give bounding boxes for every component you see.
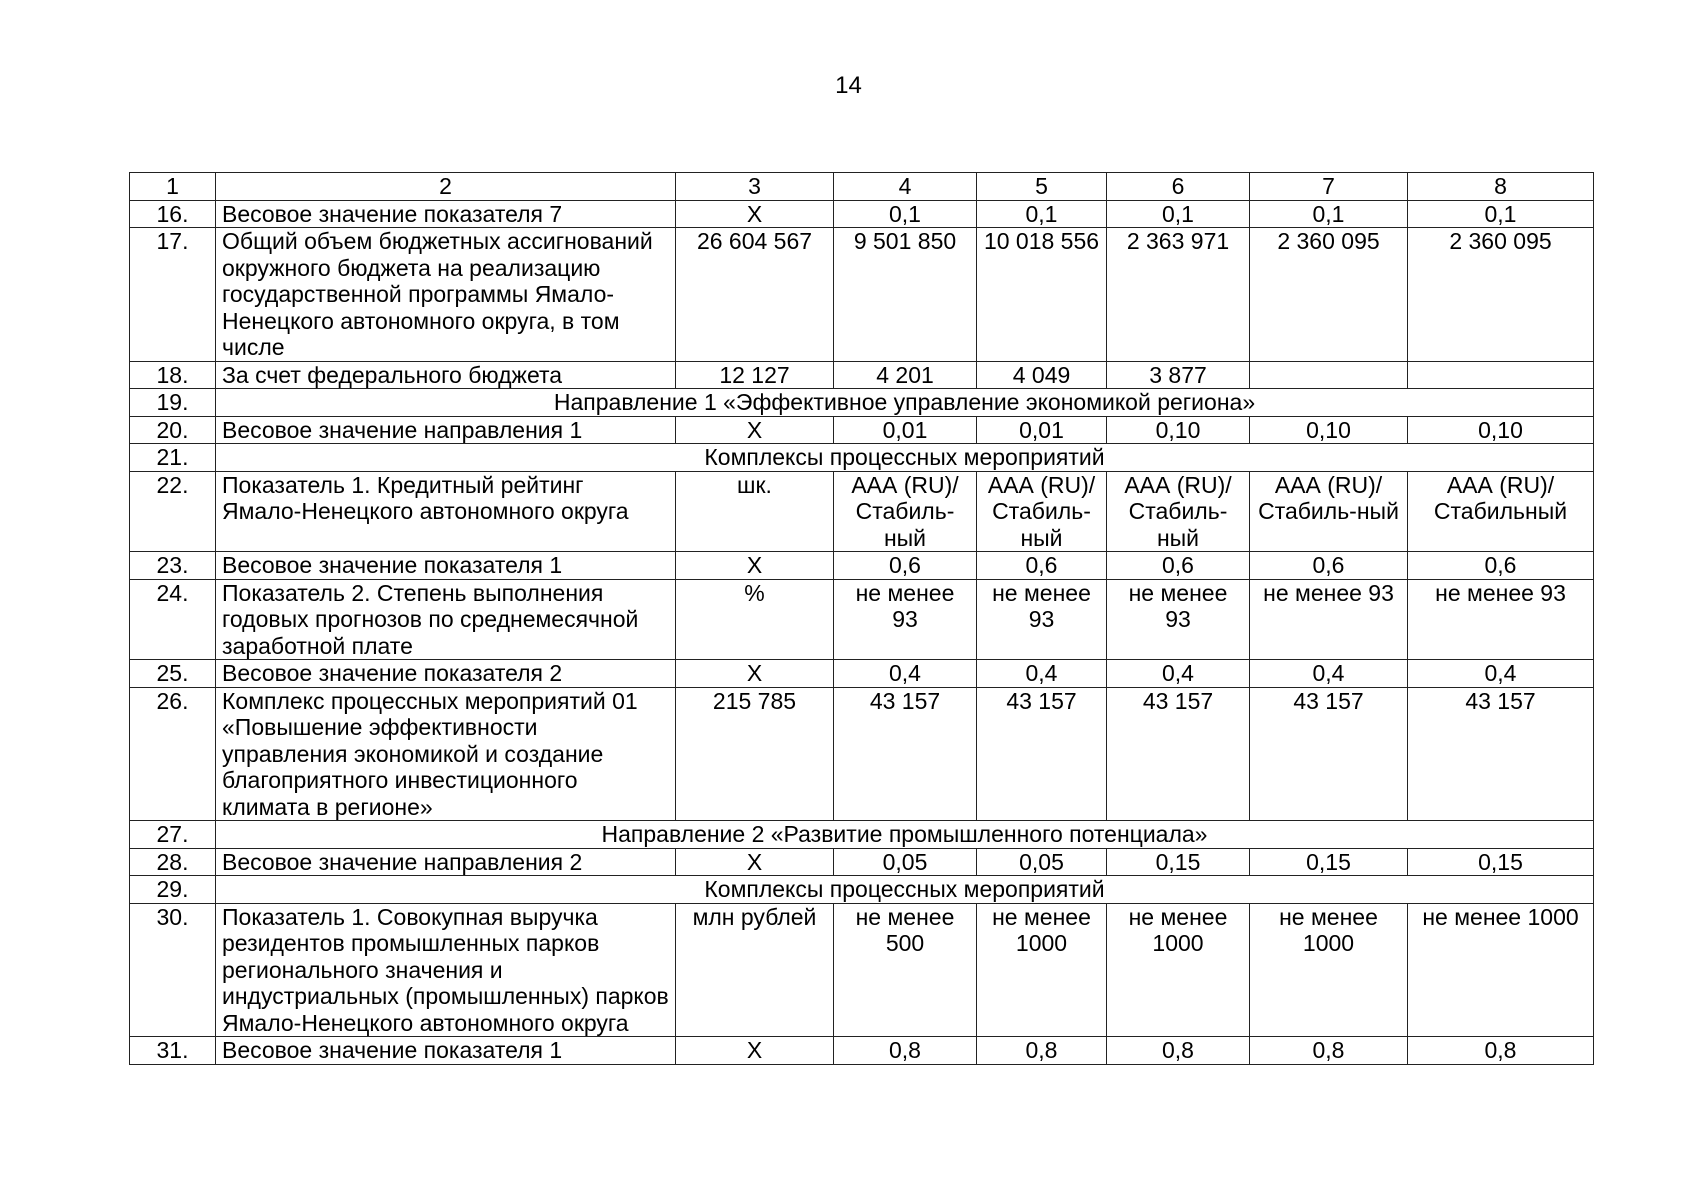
table-header-row	[130, 173, 1594, 201]
value-cell: 0,6	[1107, 552, 1250, 580]
value-cell: 0,6	[834, 552, 977, 580]
value-cell: 0,1	[1408, 200, 1594, 228]
section-heading-cell: Направление 2 «Развитие промышленного потенциала»	[216, 821, 1594, 849]
indicator-name-cell: Показатель 1. Совокупная выручка резидентов промышленных парков регионального значения и индустриальных (промышленных) парков Ямало-Ненецкого автономного округа	[216, 903, 676, 1037]
value-cell: 4 201	[834, 361, 977, 389]
value-cell: млн рублей	[676, 903, 834, 1037]
row-number-cell: 17.	[130, 228, 216, 362]
value-cell: 12 127	[676, 361, 834, 389]
value-cell: ААА (RU)/ Стабиль-ный	[977, 471, 1107, 552]
table-row	[130, 471, 1594, 552]
value-cell: не менее 93	[1250, 579, 1408, 660]
value-cell: 215 785	[676, 687, 834, 821]
value-cell: 2 360 095	[1250, 228, 1408, 362]
table-row	[130, 821, 1594, 849]
value-cell: 0,10	[1408, 416, 1594, 444]
value-cell: 10 018 556	[977, 228, 1107, 362]
value-cell: 0,05	[977, 848, 1107, 876]
header-cell: 3	[676, 173, 834, 201]
value-cell: 0,10	[1250, 416, 1408, 444]
indicator-name-cell: Весовое значение показателя 1	[216, 1037, 676, 1065]
table-row	[130, 416, 1594, 444]
value-cell: не менее 93	[1107, 579, 1250, 660]
value-cell: 0,4	[1107, 660, 1250, 688]
value-cell: не менее 93	[1408, 579, 1594, 660]
header-cell: 6	[1107, 173, 1250, 201]
table-body	[130, 173, 1594, 1065]
value-cell: ААА (RU)/ Стабильный	[1408, 471, 1594, 552]
value-cell: %	[676, 579, 834, 660]
value-cell: 0,15	[1250, 848, 1408, 876]
value-cell: 0,1	[834, 200, 977, 228]
indicator-name-cell: Общий объем бюджетных ассигнований окружного бюджета на реализацию государственной программы Ямало-Ненецкого автономного округа, в том числе	[216, 228, 676, 362]
row-number-cell: 23.	[130, 552, 216, 580]
value-cell: 2 363 971	[1107, 228, 1250, 362]
value-cell: 0,8	[1250, 1037, 1408, 1065]
value-cell: 0,8	[1408, 1037, 1594, 1065]
value-cell: 0,4	[834, 660, 977, 688]
table-row	[130, 579, 1594, 660]
value-cell: не менее 1000	[1408, 903, 1594, 1037]
value-cell: Х	[676, 552, 834, 580]
value-cell: 0,15	[1408, 848, 1594, 876]
indicator-name-cell: Комплекс процессных мероприятий 01 «Повышение эффективности управления экономикой и создание благоприятного инвестиционного климата в регионе»	[216, 687, 676, 821]
value-cell: шк.	[676, 471, 834, 552]
value-cell: 0,6	[1250, 552, 1408, 580]
header-cell: 1	[130, 173, 216, 201]
value-cell: 0,4	[1250, 660, 1408, 688]
value-cell: 3 877	[1107, 361, 1250, 389]
page-number: 14	[835, 72, 862, 99]
row-number-cell: 21.	[130, 444, 216, 472]
table-row	[130, 660, 1594, 688]
indicator-name-cell: Весовое значение направления 2	[216, 848, 676, 876]
header-cell: 4	[834, 173, 977, 201]
value-cell: 43 157	[977, 687, 1107, 821]
row-number-cell: 19.	[130, 389, 216, 417]
value-cell: 9 501 850	[834, 228, 977, 362]
value-cell: 0,15	[1107, 848, 1250, 876]
indicator-name-cell: Весовое значение показателя 2	[216, 660, 676, 688]
value-cell: не менее 93	[834, 579, 977, 660]
value-cell: ААА (RU)/ Стабиль-ный	[1107, 471, 1250, 552]
table-row	[130, 361, 1594, 389]
value-cell: 43 157	[834, 687, 977, 821]
table-row	[130, 552, 1594, 580]
value-cell: ААА (RU)/ Стабиль-ный	[834, 471, 977, 552]
row-number-cell: 29.	[130, 876, 216, 904]
value-cell	[1250, 361, 1408, 389]
header-cell: 8	[1408, 173, 1594, 201]
section-heading-cell: Комплексы процессных мероприятий	[216, 444, 1594, 472]
row-number-cell: 31.	[130, 1037, 216, 1065]
row-number-cell: 25.	[130, 660, 216, 688]
value-cell: 0,6	[1408, 552, 1594, 580]
table-row	[130, 200, 1594, 228]
table-row	[130, 903, 1594, 1037]
header-cell: 2	[216, 173, 676, 201]
value-cell: ААА (RU)/ Стабиль-ный	[1250, 471, 1408, 552]
value-cell: не менее 500	[834, 903, 977, 1037]
value-cell: 0,8	[1107, 1037, 1250, 1065]
value-cell: 43 157	[1107, 687, 1250, 821]
value-cell: 0,4	[977, 660, 1107, 688]
row-number-cell: 28.	[130, 848, 216, 876]
row-number-cell: 18.	[130, 361, 216, 389]
table-row	[130, 687, 1594, 821]
value-cell: Х	[676, 1037, 834, 1065]
value-cell: 0,1	[1250, 200, 1408, 228]
value-cell: 0,8	[977, 1037, 1107, 1065]
value-cell: не менее 1000	[977, 903, 1107, 1037]
row-number-cell: 26.	[130, 687, 216, 821]
value-cell: 2 360 095	[1408, 228, 1594, 362]
value-cell	[1408, 361, 1594, 389]
value-cell: 26 604 567	[676, 228, 834, 362]
section-heading-cell: Направление 1 «Эффективное управление экономикой региона»	[216, 389, 1594, 417]
value-cell: 0,05	[834, 848, 977, 876]
value-cell: 0,10	[1107, 416, 1250, 444]
section-heading-cell: Комплексы процессных мероприятий	[216, 876, 1594, 904]
indicator-name-cell: Показатель 1. Кредитный рейтинг Ямало-Ненецкого автономного округа	[216, 471, 676, 552]
value-cell: не менее 93	[977, 579, 1107, 660]
row-number-cell: 16.	[130, 200, 216, 228]
value-cell: 43 157	[1408, 687, 1594, 821]
value-cell: 0,1	[1107, 200, 1250, 228]
value-cell: 0,4	[1408, 660, 1594, 688]
value-cell: Х	[676, 416, 834, 444]
value-cell: не менее 1000	[1107, 903, 1250, 1037]
table-row	[130, 848, 1594, 876]
table-row	[130, 876, 1594, 904]
indicator-name-cell: Весовое значение показателя 7	[216, 200, 676, 228]
value-cell: 0,01	[977, 416, 1107, 444]
row-number-cell: 24.	[130, 579, 216, 660]
row-number-cell: 20.	[130, 416, 216, 444]
table-row	[130, 1037, 1594, 1065]
table-row	[130, 228, 1594, 362]
header-cell: 7	[1250, 173, 1408, 201]
value-cell: Х	[676, 848, 834, 876]
row-number-cell: 27.	[130, 821, 216, 849]
value-cell: 43 157	[1250, 687, 1408, 821]
value-cell: Х	[676, 660, 834, 688]
row-number-cell: 22.	[130, 471, 216, 552]
value-cell: 0,01	[834, 416, 977, 444]
value-cell: Х	[676, 200, 834, 228]
value-cell: 0,1	[977, 200, 1107, 228]
row-number-cell: 30.	[130, 903, 216, 1037]
header-cell: 5	[977, 173, 1107, 201]
indicator-name-cell: Показатель 2. Степень выполнения годовых прогнозов по среднемесячной заработной плате	[216, 579, 676, 660]
value-cell: 0,8	[834, 1037, 977, 1065]
indicator-name-cell: За счет федерального бюджета	[216, 361, 676, 389]
table-row	[130, 389, 1594, 417]
value-cell: не менее 1000	[1250, 903, 1408, 1037]
table-row	[130, 444, 1594, 472]
value-cell: 4 049	[977, 361, 1107, 389]
indicator-name-cell: Весовое значение показателя 1	[216, 552, 676, 580]
value-cell: 0,6	[977, 552, 1107, 580]
indicators-table	[129, 172, 1594, 1065]
indicator-name-cell: Весовое значение направления 1	[216, 416, 676, 444]
